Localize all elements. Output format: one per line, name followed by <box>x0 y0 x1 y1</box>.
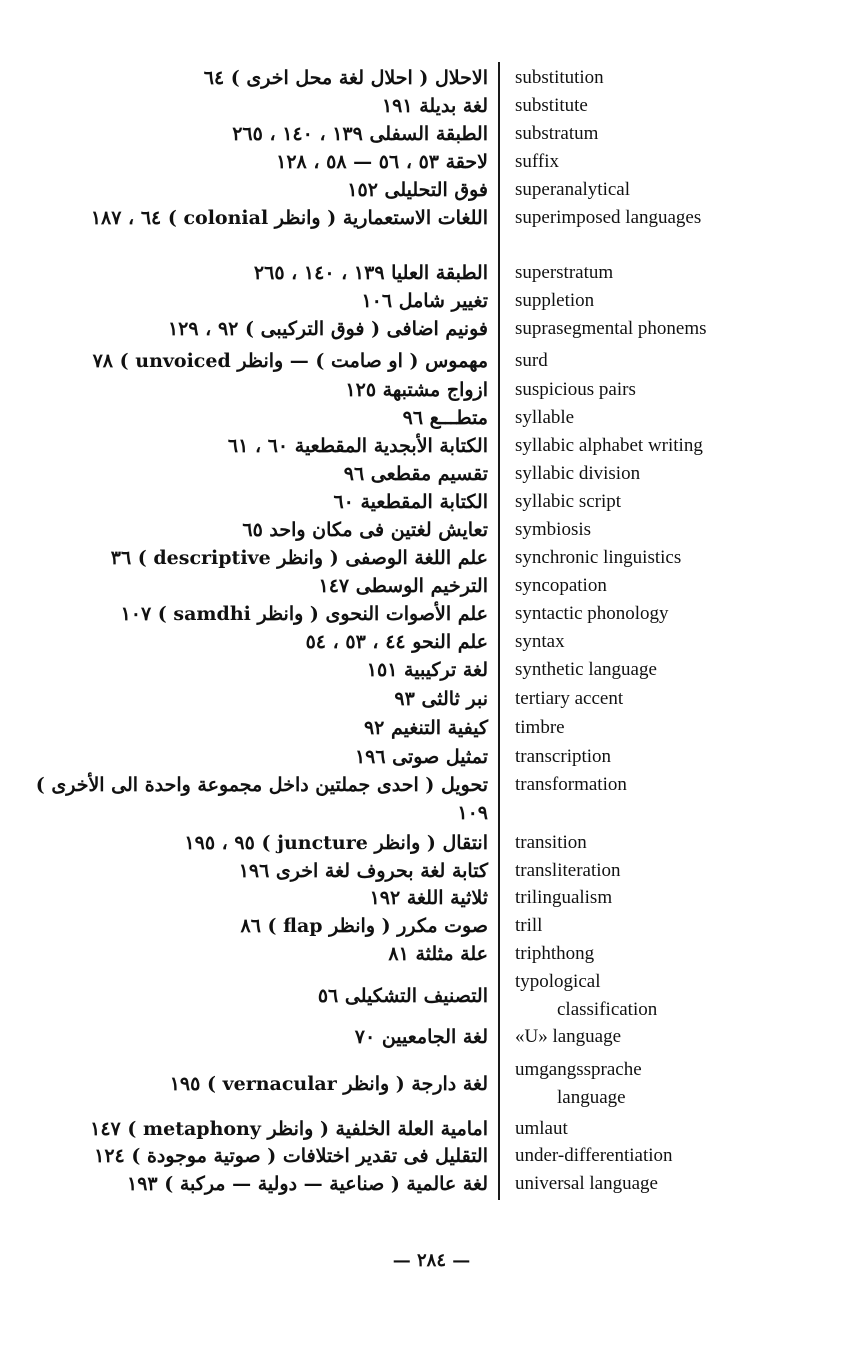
arabic-translation: الطبقة العليا ١٣٩ ، ١٤٠ ، ٢٦٥ <box>253 262 488 284</box>
english-term-text: transcription <box>515 746 612 767</box>
english-term-text: synthetic language <box>515 659 657 680</box>
arabic-translation: تعايش لغتين فى مكان واحد ٦٥ <box>242 519 488 541</box>
english-term <box>515 656 855 684</box>
arabic-translation: تحويل ( احدى جملتين داخل مجموعة واحدة الى الأخرى ) ١٠٩ <box>35 774 488 824</box>
arabic-translation: الاحلال ( احلال لغة محل اخرى ) ٦٤ <box>203 67 488 89</box>
english-term <box>515 315 855 343</box>
english-term-text: symbiosis <box>515 519 592 540</box>
page-number: — ٢٨٤ — <box>392 1250 471 1271</box>
english-term-text: synchronic linguistics <box>515 547 682 568</box>
english-term <box>515 743 855 771</box>
english-term <box>515 940 855 968</box>
arabic-translation: التقليل فى تقدير اختلافات ( صوتية موجودة ) ١٢٤ <box>94 1145 488 1167</box>
arabic-translation: لغة تركيبية ١٥١ <box>366 659 488 681</box>
english-term-text: syllabic script <box>515 491 622 512</box>
english-term-text: syntactic phonology <box>515 603 669 624</box>
arabic-translation: الكتابة المقطعية ٦٠ <box>333 491 488 513</box>
english-term <box>515 1023 855 1051</box>
english-term <box>515 1142 855 1170</box>
english-term <box>515 259 855 287</box>
english-term <box>515 516 855 544</box>
english-term-text: syllabic alphabet writing <box>515 435 703 456</box>
column-divider <box>498 62 500 1200</box>
english-term <box>515 120 855 148</box>
english-term <box>515 968 855 1024</box>
arabic-translation: الترخيم الوسطى ١٤٧ <box>318 575 488 597</box>
english-term <box>515 64 855 92</box>
english-term-continuation: classification <box>557 999 658 1020</box>
english-term <box>515 884 855 912</box>
english-term-text: substitute <box>515 95 588 116</box>
english-term-text: trilingualism <box>515 887 613 908</box>
english-term-text: superanalytical <box>515 179 631 200</box>
arabic-translation: تغيير شامل ١٠٦ <box>361 290 488 312</box>
arabic-translation: اللغات الاستعمارية ( وانظر colonial ) ٦٤ ، ١٨٧ <box>90 207 488 229</box>
arabic-translation: فوق التحليلى ١٥٢ <box>347 179 488 201</box>
english-term-text: syncopation <box>515 575 607 596</box>
arabic-translation: ثلاثية اللغة ١٩٢ <box>369 887 488 909</box>
english-term-text: umgangssprache <box>515 1059 642 1080</box>
arabic-translation: الكتابة الأبجدية المقطعية ٦٠ ، ٦١ <box>227 435 488 457</box>
english-term <box>515 92 855 120</box>
english-term <box>515 628 855 656</box>
english-term <box>515 857 855 885</box>
english-term <box>515 488 855 516</box>
english-term <box>515 404 855 432</box>
arabic-translation: فونيم اضافى ( فوق التركيبى ) ٩٢ ، ١٢٩ <box>167 318 488 340</box>
english-term <box>515 432 855 460</box>
arabic-translation: انتقال ( وانظر juncture ) ٩٥ ، ١٩٥ <box>184 832 488 854</box>
english-term-text: syllabic division <box>515 463 641 484</box>
english-term-text: tertiary accent <box>515 688 624 709</box>
english-term-text: under-differentiation <box>515 1145 673 1166</box>
english-term-text: umlaut <box>515 1118 568 1139</box>
english-term-text: triphthong <box>515 943 595 964</box>
english-term <box>515 204 855 232</box>
arabic-translation: علم اللغة الوصفى ( وانظر descriptive ) ٣٦ <box>110 547 488 569</box>
english-term <box>515 347 855 375</box>
arabic-translation: لغة دارجة ( وانظر vernacular ) ١٩٥ <box>169 1073 488 1095</box>
english-term-text: superstratum <box>515 262 614 283</box>
arabic-translation: ازواج مشتبهة ١٢٥ <box>345 379 488 401</box>
english-term <box>515 829 855 857</box>
english-term-text: syntax <box>515 631 565 652</box>
arabic-translation: علم الأصوات النحوى ( وانظر samdhi ) ١٠٧ <box>120 603 488 625</box>
english-term-text: substratum <box>515 123 599 144</box>
arabic-translation: لغة الجامعيين ٧٠ <box>354 1026 488 1048</box>
english-term-text: suffix <box>515 151 559 172</box>
arabic-translation: امامية العلة الخلفية ( وانظر metaphony ) ١٤٧ <box>90 1118 488 1140</box>
english-term-text: transliteration <box>515 860 621 881</box>
arabic-translation: التصنيف التشكيلى ٥٦ <box>317 985 488 1007</box>
english-term-text: universal language <box>515 1173 658 1194</box>
arabic-translation: علم النحو ٤٤ ، ٥٣ ، ٥٤ <box>305 631 488 653</box>
english-term-text: superimposed languages <box>515 207 702 228</box>
english-term-text: transition <box>515 832 587 853</box>
english-term <box>515 176 855 204</box>
english-term <box>515 1170 855 1198</box>
arabic-translation: لغة بديلة ١٩١ <box>381 95 488 117</box>
english-term-text: suprasegmental phonems <box>515 318 707 339</box>
arabic-translation: تقسيم مقطعى ٩٦ <box>343 463 488 485</box>
arabic-translation: لغة عالمية ( صناعية — دولية — مركبة ) ١٩٣ <box>127 1173 488 1195</box>
english-term <box>515 685 855 713</box>
english-term <box>515 544 855 572</box>
english-term <box>515 572 855 600</box>
arabic-translation: لاحقة ٥٣ ، ٥٦ — ٥٨ ، ١٢٨ <box>276 151 488 173</box>
english-term <box>515 1056 855 1112</box>
english-term-text: «U» language <box>515 1026 622 1047</box>
english-term <box>515 771 855 799</box>
english-term <box>515 912 855 940</box>
english-term-text: timbre <box>515 717 565 738</box>
arabic-translation: مهموس ( او صامت ) — وانظر unvoiced ) ٧٨ <box>92 350 488 372</box>
english-term <box>515 376 855 404</box>
arabic-translation: كتابة لغة بحروف لغة اخرى ١٩٦ <box>238 860 488 882</box>
english-term <box>515 600 855 628</box>
english-term-text: suspicious pairs <box>515 379 636 400</box>
english-term-text: trill <box>515 915 543 936</box>
english-term <box>515 148 855 176</box>
english-term-text: suppletion <box>515 290 595 311</box>
arabic-translation: علة مثلثة ٨١ <box>388 943 488 965</box>
arabic-translation: تمثيل صوتى ١٩٦ <box>354 746 488 768</box>
english-term-text: syllable <box>515 407 575 428</box>
arabic-translation: صوت مكرر ( وانظر flap ) ٨٦ <box>240 915 488 937</box>
english-term-text: transformation <box>515 774 627 795</box>
arabic-translation: نبر ثالثى ٩٣ <box>394 688 488 710</box>
english-term <box>515 1115 855 1143</box>
arabic-translation: الطبقة السفلى ١٣٩ ، ١٤٠ ، ٢٦٥ <box>232 123 488 145</box>
english-term <box>515 714 855 742</box>
english-term <box>515 460 855 488</box>
english-term-text: substitution <box>515 67 604 88</box>
english-term-continuation: language <box>557 1087 626 1108</box>
arabic-translation: متطـــع ٩٦ <box>402 407 488 429</box>
english-term-text: typological <box>515 971 601 992</box>
arabic-translation: كيفية التنغيم ٩٢ <box>363 717 488 739</box>
english-term <box>515 287 855 315</box>
english-term-text: surd <box>515 350 548 371</box>
